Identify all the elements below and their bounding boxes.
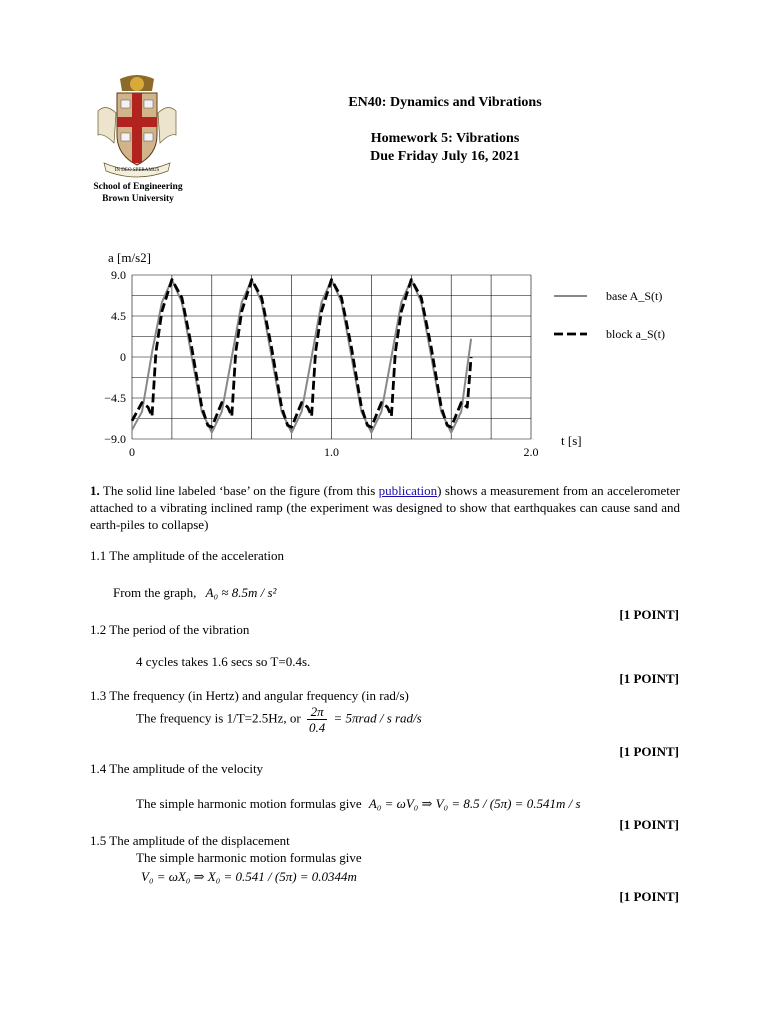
points-1-1: [1 POINT] xyxy=(619,607,679,622)
question-1-4: 1.4 The amplitude of the velocity xyxy=(90,761,264,776)
course-title: EN40: Dynamics and Vibrations xyxy=(348,95,542,110)
answer-1-2: 4 cycles takes 1.6 secs so T=0.4s. xyxy=(136,654,311,669)
x-tick-label: 0 xyxy=(129,445,135,459)
answer-1-5-equation: V₀ = ωX₀ ⇒ X₀ = 0.541 / (5π) = 0.0344m xyxy=(141,869,357,884)
problem-text-end: ) shows a measurement from an accelerometer attached to a vibrating inclined ramp (the experiment was designed to show that earthquakes can cause sand and earth-piles to collapse) xyxy=(90,483,680,532)
acceleration-chart xyxy=(88,240,678,468)
points-1-2: [1 POINT] xyxy=(619,671,679,686)
fraction-denominator: 0.4 xyxy=(308,720,326,735)
y-tick-label: −9.0 xyxy=(104,432,126,446)
answer-1-4-equation: A₀ = ωV₀ ⇒ V₀ = 8.5 / (5π) = 0.541m / s xyxy=(368,796,581,811)
homework-title: Homework 5: Vibrations xyxy=(370,131,520,146)
y-axis-label: a [m/s2] xyxy=(108,250,151,265)
answer-1-5-text: The simple harmonic motion formulas give xyxy=(136,850,362,865)
answer-1-1 xyxy=(113,585,276,601)
y-tick-label: 0 xyxy=(120,350,126,364)
answer-1-3-text: The frequency is 1/T=2.5Hz, or xyxy=(136,710,301,726)
question-1-1: 1.1 The amplitude of the acceleration xyxy=(90,548,284,563)
crest-motto: IN DEO SPERAMUS xyxy=(114,168,160,173)
angular-frequency-fraction xyxy=(307,704,327,735)
x-tick-label: 1.0 xyxy=(324,445,339,459)
answer-1-4-text: The simple harmonic motion formulas give xyxy=(136,796,362,811)
question-1-5: 1.5 The amplitude of the displacement xyxy=(90,833,290,848)
chart-series xyxy=(132,280,471,433)
school-line-2: Brown University xyxy=(102,194,174,204)
chart-labels xyxy=(104,250,581,459)
points-1-4: [1 POINT] xyxy=(619,817,679,832)
question-1-3: 1.3 The frequency (in Hertz) and angular frequency (in rad/s) xyxy=(90,688,409,703)
school-label xyxy=(78,181,198,205)
brown-crest-logo xyxy=(92,73,182,181)
fraction-numerator: 2π xyxy=(307,704,327,720)
answer-1-1-text: From the graph, xyxy=(113,585,197,600)
points-1-5: [1 POINT] xyxy=(619,889,679,904)
x-axis-label: t [s] xyxy=(561,433,582,448)
problem-text-start: The solid line labeled ‘base’ on the figure (from this xyxy=(99,483,379,498)
problem-number: 1. xyxy=(90,483,100,498)
chart-legend xyxy=(554,289,665,341)
y-tick-label: 9.0 xyxy=(111,268,126,282)
answer-1-1-equation: A₀ ≈ 8.5m / s² xyxy=(205,585,277,600)
y-tick-label: −4.5 xyxy=(104,391,126,405)
x-tick-label: 2.0 xyxy=(523,445,539,459)
publication-link[interactable]: publication xyxy=(378,483,438,498)
answer-1-3-equation: = 5πrad / s rad/s xyxy=(333,710,422,726)
answer-1-3 xyxy=(136,704,422,735)
y-tick-label: 4.5 xyxy=(111,309,126,323)
question-1-2: 1.2 The period of the vibration xyxy=(90,622,250,637)
legend-base-label: base A_S(t) xyxy=(606,289,663,303)
problem-statement xyxy=(90,482,680,533)
legend-block-label: block a_S(t) xyxy=(606,327,665,341)
due-date: Due Friday July 16, 2021 xyxy=(370,149,520,164)
school-line-1: School of Engineering xyxy=(93,182,183,192)
points-1-3: [1 POINT] xyxy=(619,744,679,759)
answer-1-4 xyxy=(136,796,581,812)
